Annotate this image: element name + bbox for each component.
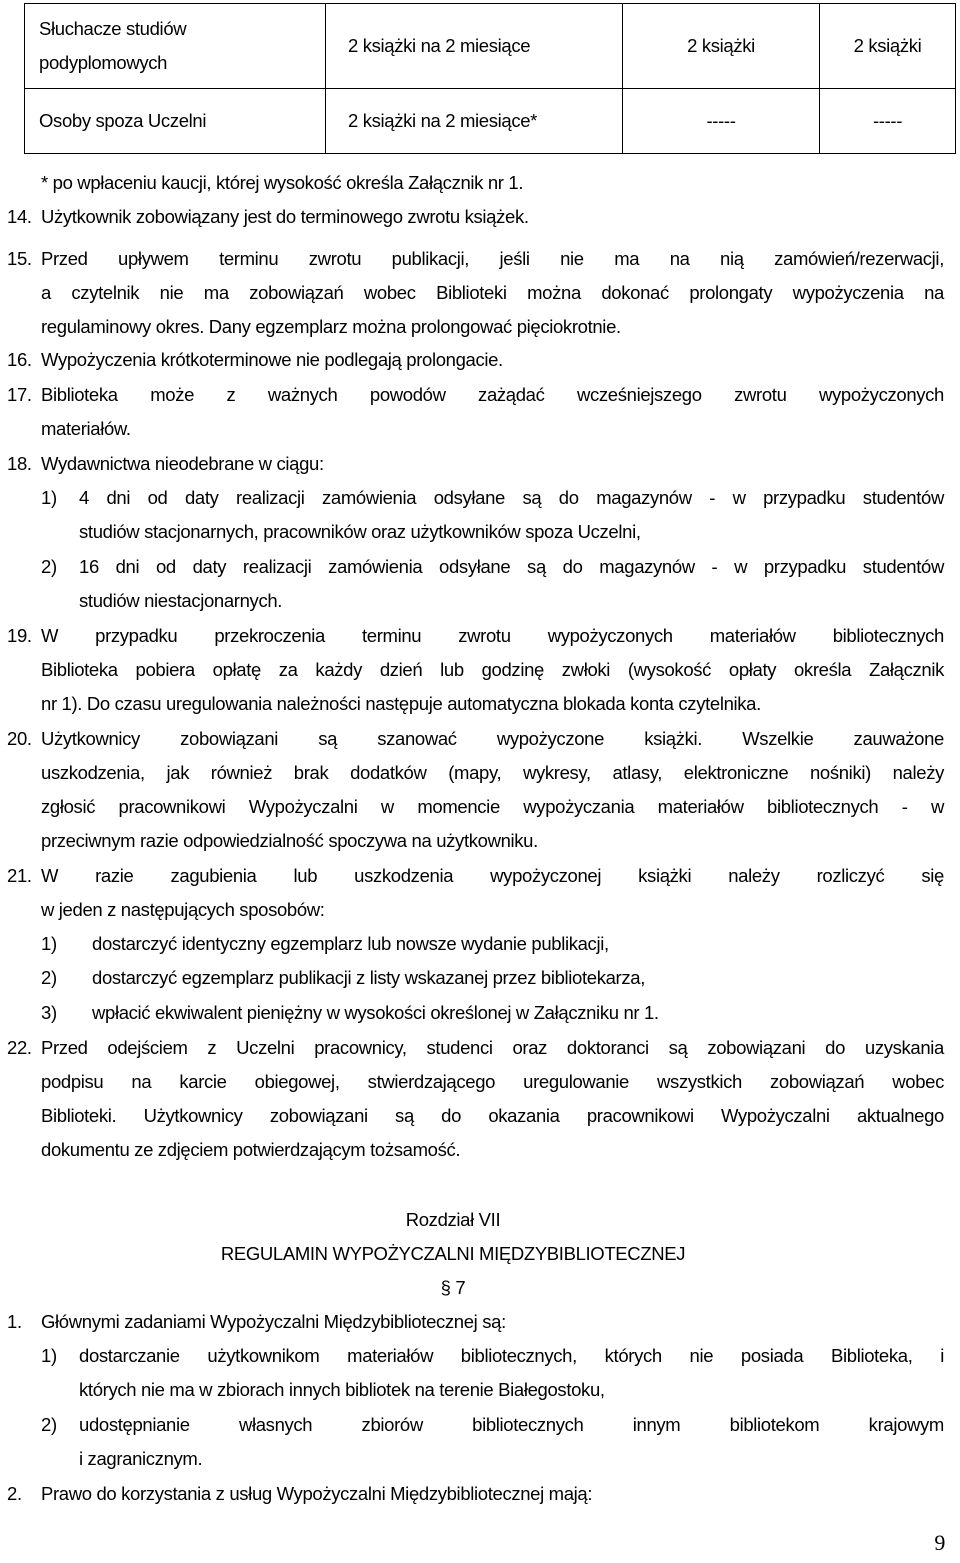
- subitem-number: 1): [41, 1345, 57, 1366]
- item-number: 1.: [7, 1311, 22, 1332]
- subitem-text: studiów stacjonarnych, pracowników oraz użytkowników spoza Uczelni,: [79, 521, 641, 542]
- table-row: [25, 4, 956, 89]
- subitem-text: dostarczanie użytkownikom materiałów bibliotecznych, których nie posiada Biblioteka, i: [79, 1345, 944, 1366]
- table-cell-group: Słuchacze studiów podyplomowych: [25, 4, 326, 89]
- table-cell-group: Osoby spoza Uczelni: [25, 89, 326, 154]
- item-text: a czytelnik nie ma zobowiązań wobec Biblioteki można dokonać prolongaty wypożyczenia na: [41, 282, 944, 303]
- page-number: 9: [934, 1530, 945, 1555]
- item-text: materiałów.: [41, 418, 131, 439]
- item-number: 14.: [7, 206, 32, 227]
- item-number: 21.: [7, 865, 32, 886]
- item-text: Użytkownik zobowiązany jest do terminowego zwrotu książek.: [41, 206, 529, 227]
- table-cell: 2 książki na 2 miesiące: [326, 4, 623, 89]
- section-mark: § 7: [440, 1277, 466, 1298]
- table-cell: -----: [820, 89, 956, 154]
- item-text: Prawo do korzystania z usług Wypożyczalni Międzybibliotecznej mają:: [41, 1483, 593, 1504]
- chapter-title: Rozdział VII: [405, 1209, 501, 1230]
- item-text: W przypadku przekroczenia terminu zwrotu wypożyczonych materiałów bibliotecznych: [41, 625, 944, 646]
- item-text: regulaminowy okres. Dany egzemplarz można prolongować pięciokrotnie.: [41, 316, 621, 337]
- subitem-number: 2): [41, 556, 57, 577]
- item-text: Przed odejściem z Uczelni pracownicy, studenci oraz doktoranci są zobowiązani do uzyskania: [41, 1037, 944, 1058]
- subitem-number: 1): [41, 933, 57, 954]
- item-text: Głównymi zadaniami Wypożyczalni Międzybibliotecznej są:: [41, 1311, 506, 1332]
- item-number: 19.: [7, 625, 32, 646]
- item-text: Użytkownicy zobowiązani są szanować wypożyczone książki. Wszelkie zauważone: [41, 728, 944, 749]
- item-text: Wypożyczenia krótkoterminowe nie podlegają prolongacie.: [41, 349, 503, 370]
- item-text: przeciwnym razie odpowiedzialność spoczywa na użytkowniku.: [41, 830, 538, 851]
- item-number: 2.: [7, 1483, 22, 1504]
- subitem-text: i zagranicznym.: [79, 1448, 203, 1469]
- subitem-text: studiów niestacjonarnych.: [79, 590, 283, 611]
- item-text: Biblioteka pobiera opłatę za każdy dzień lub godzinę zwłoki (wysokość opłaty określa Załącznik: [41, 659, 944, 680]
- item-number: 22.: [7, 1037, 32, 1058]
- item-text: Biblioteki. Użytkownicy zobowiązani są do okazania pracownikowi Wypożyczalni aktualnego: [41, 1105, 944, 1126]
- item-text: zgłosić pracownikowi Wypożyczalni w momencie wypożyczania materiałów bibliotecznych - w: [41, 796, 944, 817]
- item-number: 20.: [7, 728, 32, 749]
- subitem-text: 16 dni od daty realizacji zamówienia odsyłane są do magazynów - w przypadku studentów: [79, 556, 944, 577]
- item-text: uszkodzenia, jak również brak dodatków (mapy, wykresy, atlasy, elektroniczne nośniki) należy: [41, 762, 944, 783]
- item-number: 15.: [7, 248, 32, 269]
- table-row: [25, 89, 956, 154]
- subitem-text: dostarczyć egzemplarz publikacji z listy wskazanej przez bibliotekarza,: [92, 967, 645, 988]
- subitem-text: wpłacić ekwiwalent pieniężny w wysokości określonej w Załączniku nr 1.: [92, 1002, 659, 1023]
- table-cell: 2 książki: [820, 4, 956, 89]
- table-cell: 2 książki na 2 miesiące*: [326, 89, 623, 154]
- subitem-text: udostępnianie własnych zbiorów bibliotecznych innym bibliotekom krajowym: [79, 1414, 944, 1435]
- subitem-number: 2): [41, 967, 57, 988]
- item-text: nr 1). Do czasu uregulowania należności następuje automatyczna blokada konta czytelnika.: [41, 693, 761, 714]
- item-number: 18.: [7, 453, 32, 474]
- subitem-number: 1): [41, 487, 57, 508]
- item-text: W razie zagubienia lub uszkodzenia wypożyczonej książki należy rozliczyć się: [41, 865, 944, 886]
- subitem-number: 3): [41, 1002, 57, 1023]
- subitem-number: 2): [41, 1414, 57, 1435]
- subitem-text: których nie ma w zbiorach innych bibliotek na terenie Białegostoku,: [79, 1379, 605, 1400]
- item-text: Wydawnictwa nieodebrane w ciągu:: [41, 453, 324, 474]
- table-cell: -----: [623, 89, 820, 154]
- subitem-text: dostarczyć identyczny egzemplarz lub nowsze wydanie publikacji,: [92, 933, 609, 954]
- item-text: Przed upływem terminu zwrotu publikacji, jeśli nie ma na nią zamówień/rezerwacji,: [41, 248, 944, 269]
- chapter-subtitle: REGULAMIN WYPOŻYCZALNI MIĘDZYBIBLIOTECZNEJ: [220, 1243, 686, 1264]
- subitem-text: 4 dni od daty realizacji zamówienia odsyłane są do magazynów - w przypadku studentów: [79, 487, 944, 508]
- item-text: w jeden z następujących sposobów:: [41, 899, 325, 920]
- item-number: 16.: [7, 349, 32, 370]
- item-text: Biblioteka może z ważnych powodów zażądać wcześniejszego zwrotu wypożyczonych: [41, 384, 944, 405]
- item-text: dokumentu ze zdjęciem potwierdzającym tożsamość.: [41, 1139, 461, 1160]
- table-cell: 2 książki: [623, 4, 820, 89]
- item-text: podpisu na karcie obiegowej, stwierdzającego uregulowanie wszystkich zobowiązań wobec: [41, 1071, 944, 1092]
- item-number: 17.: [7, 384, 32, 405]
- footnote: * po wpłaceniu kaucji, której wysokość określa Załącznik nr 1.: [41, 172, 524, 193]
- loan-limits-table: [24, 3, 956, 154]
